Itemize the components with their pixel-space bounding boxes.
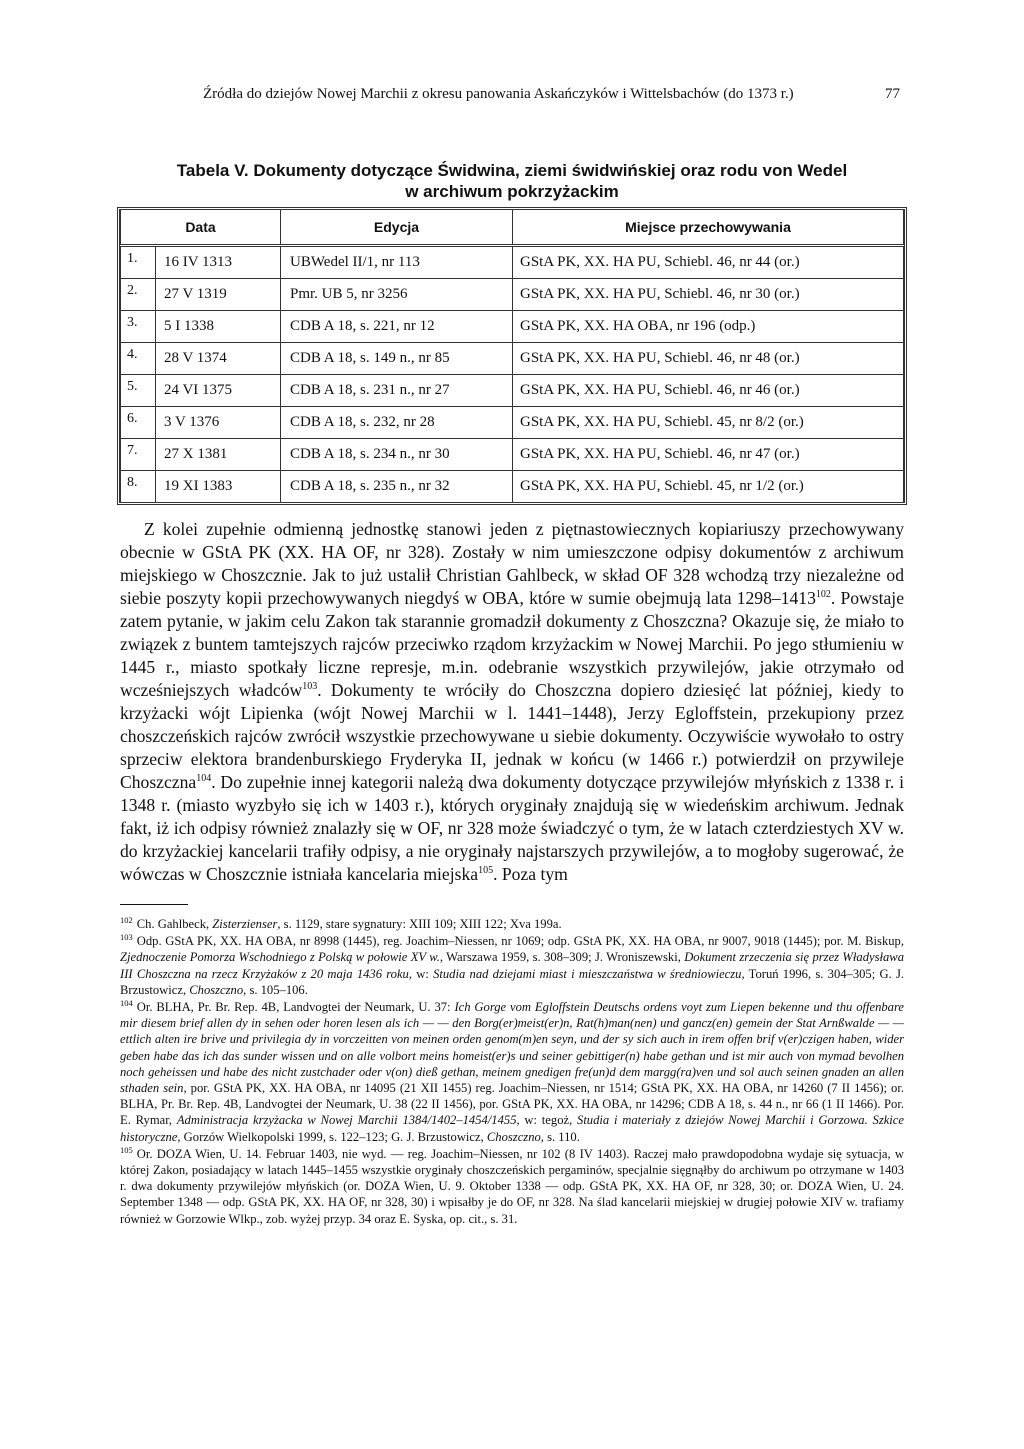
row-date: 27 X 1381: [156, 439, 281, 471]
row-edition: CDB A 18, s. 235 n., nr 32: [281, 471, 513, 503]
footnote-text: , Gorzów Wielkopolski 1999, s. 122–123; G. J. Brzustowicz,: [177, 1129, 487, 1144]
table-caption-line-1: Tabela V. Dokumenty dotyczące Świdwina, ziemi świdwińskiej oraz rodu von Wedel: [176, 161, 848, 180]
footnote-title: Dokument zrzeczenia się przez Władysława III Choszczna na rzecz Krzyżaków z 20 maja 1436 roku: [120, 950, 905, 981]
row-edition: UBWedel II/1, nr 113: [281, 246, 513, 279]
footnote-title: Choszczno: [486, 1129, 541, 1144]
running-title: Źródła do dziejów Nowej Marchii z okresu panowania Askańczyków i Wittelsbachów (do 1373 r.): [203, 86, 794, 102]
row-edition: Pmr. UB 5, nr 3256: [281, 279, 513, 311]
table-row: [121, 439, 904, 471]
row-date: 27 V 1319: [156, 279, 281, 311]
row-location: GStA PK, XX. HA PU, Schiebl. 46, nr 46 (or.): [513, 375, 904, 407]
page-number: 77: [885, 86, 900, 102]
table-row: [121, 279, 904, 311]
footnote-title: Administracja krzyżacka w Nowej Marchii 1384/1402–1454/1455: [176, 1113, 517, 1128]
footnote-separator: [120, 904, 188, 905]
footnote-102: [120, 916, 904, 932]
footnote-text: , Warszawa 1959, s. 308–309; J. Wroniszewski,: [439, 950, 685, 965]
footnote-reference[interactable]: 104: [196, 773, 212, 784]
row-edition: CDB A 18, s. 232, nr 28: [281, 407, 513, 439]
row-number: 4.: [127, 347, 138, 362]
row-number: 8.: [127, 475, 138, 490]
row-date: 3 V 1376: [156, 407, 281, 439]
footnote-text: , w: tegoż,: [516, 1113, 578, 1128]
table-row: [121, 246, 904, 279]
header-location: Miejsce przechowywania: [513, 210, 904, 246]
body-text-segment: . Powstaje zatem pytanie, w jakim celu Zakon tak starannie gromadził dokumenty z Choszczna? Okazuje się, że miało to związek z buntem tamtejszych rajców przeciwko rządom krzyżackim w Nowej Marchii. Po jego stłumieniu w 1445 r., miasto spotkały liczne represje, m.in. odebranie wszystkich przywilejów, jakie otrzymało od wcześniejszych władców: [120, 588, 904, 700]
row-number: 2.: [127, 283, 138, 298]
footnote-text: , por. GStA PK, XX. HA OBA, nr 14095 (21 XII 1455) reg. Joachim–Niessen, nr 1514; GStA PK, XX. HA OBA, nr 14260 (7 II 1456); or. BLHA, Pr. Br. Rep. 4B, Landvogtei der Neumark, U. 38 (22 II 1456), por. GStA PK, XX. HA OBA, nr 14296; CDB A 18, s. 44 n., nr 66 (1 II 1466). Por. E. Rymar,: [120, 1081, 904, 1128]
footnote-text: Or. DOZA Wien, U. 14. Februar 1403, nie wyd. — reg. Joachim–Niessen, nr 102 (8 IV 1403). Raczej mało prawdopodobna wydaje się sytuacja, w której Zakon, posiadający w latach 1445–1455 wszystkie oryginały choszczeńskich pergaminów, specjalnie sięgnąłby do archiwum po otrzymane w 1403 r. dwa dokumenty przywilejów młyńskich (or. DOZA Wien, U. 9. Oktober 1338 — odp. GStA PK, XX. HA OF, nr 328, 30; or. DOZA Wien, U. 24. September 1348 — odp. GStA PK, XX. HA OF, nr 328, 30) i wpisałby je do OF, nr 328. Na ślad kancelarii miejskiej w drugiej połowie XIV w. trafiamy również w Gorzowie Wlkp., zob. wyżej przyp. 34 oraz E. Syska, op. cit., s. 31.: [120, 1146, 904, 1226]
row-number: 3.: [127, 315, 138, 330]
header-date: Data: [121, 210, 281, 246]
footnote-number: 102: [120, 915, 133, 925]
row-location: GStA PK, XX. HA PU, Schiebl. 46, nr 48 (or.): [513, 343, 904, 375]
body-text-segment: Z kolei zupełnie odmienną jednostkę stanowi jeden z piętnastowiecznych kopiariuszy przechowywany obecnie w GStA PK (XX. HA OF, nr 328). Zostały w nim umieszczone odpisy dokumentów z archiwum miejskiego w Choszcznie. Jak to już ustalił Christian Gahlbeck, w skład OF 328 wchodzą trzy niezależne od siebie poszyty kopii przechowywanych niegdyś w OBA, które w sumie obejmują lata 1298–1413: [120, 519, 904, 608]
body-paragraph: [120, 518, 904, 886]
row-date: 16 IV 1313: [156, 246, 281, 279]
row-edition: CDB A 18, s. 234 n., nr 30: [281, 439, 513, 471]
body-text-segment: . Poza tym: [493, 864, 568, 884]
body-text-segment: . Do zupełnie innej kategorii należą dwa dokumenty dotyczące przywilejów młyńskich z 1338 r. i 1348 r. (miasto wyzbyło się ich w 1403 r.), których oryginały znajdują się w wiedeńskim archiwum. Jednak fakt, iż ich odpisy również znalazły się w OF, nr 328 może świadczyć o tym, że w latach czterdziestych XV w. do krzyżackiej kancelarii trafiły odpisy, a nie oryginały najstarszych przywilejów, a to mogłoby sugerować, że wówczas w Choszcznie istniała kancelaria miejska: [120, 772, 904, 884]
footnote-title: Studia nad dziejami miast i mieszczaństwa w średniowieczu: [433, 966, 742, 981]
row-location: GStA PK, XX. HA PU, Schiebl. 46, nr 30 (or.): [513, 279, 904, 311]
table-row: [121, 311, 904, 343]
row-location: GStA PK, XX. HA PU, Schiebl. 45, nr 8/2 (or.): [513, 407, 904, 439]
footnote-text: Odp. GStA PK, XX. HA OBA, nr 8998 (1445), reg. Joachim–Niessen, nr 1069; odp. GStA PK, XX. HA OBA, nr 9007, 9018 (1445); por. M. Biskup,: [136, 934, 904, 949]
footnote-text: , Toruń 1996, s. 304–305; G. J. Brzustowicz,: [120, 966, 904, 997]
documents-table: [120, 210, 904, 502]
row-location: GStA PK, XX. HA PU, Schiebl. 46, nr 47 (or.): [513, 439, 904, 471]
footnote-105: [120, 1146, 904, 1227]
table-caption: [120, 160, 904, 202]
footnote-quotation: Ich Gorge vom Egloffstein Deutschs ordens voyt zum Liepen bekenne und thu offenbare mir diesem brief allen dy in sehen oder horen lesen als ich — — den Borg(er)meist(er)n, Rat(h)man(nen) und gancz(en) gemein der Stat Arnßwalde — — ettlich alten ire brive und privilegia dy in vorczeitten von meinen orden genom(m)en seyn, und der sy sich auch in irem offen brif v(er)czigen haben, wider geben habe das ich das sunder wissen und on alle volbort meins homeist(er)s und seiner gebittiger(n) habe gethan und ist mir auch von mymad bevolhen noch geheissen und habe des nicht zustchader oder v(on) dieß gethan, meinem gnedigen fre(un)d dem margg(ra)ven und sol auch seinen gnaden an allen sthaden sein: [120, 1000, 905, 1096]
row-date: 28 V 1374: [156, 343, 281, 375]
row-date: 24 VI 1375: [156, 375, 281, 407]
row-location: GStA PK, XX. HA PU, Schiebl. 46, nr 44 (or.): [513, 246, 904, 279]
footnote-title: Choszczno: [189, 982, 244, 997]
footnote-reference[interactable]: 102: [815, 589, 831, 600]
footnote-title: Zisterzienser: [212, 917, 278, 931]
row-date: 19 XI 1383: [156, 471, 281, 503]
table-row: [121, 375, 904, 407]
footnotes: [120, 916, 904, 1228]
row-number: 7.: [127, 443, 138, 458]
table-header-row: [121, 210, 904, 246]
row-number: 6.: [127, 411, 138, 426]
footnote-text: , s. 105–106.: [243, 982, 308, 997]
row-number: 5.: [127, 379, 138, 394]
footnote-number: 104: [120, 998, 133, 1009]
footnote-103: [120, 933, 904, 998]
row-edition: CDB A 18, s. 221, nr 12: [281, 311, 513, 343]
footnote-number: 103: [120, 932, 133, 943]
row-date: 5 I 1338: [156, 311, 281, 343]
footnote-text: , s. 1129, stare sygnatury: XIII 109; XIII 122; Xva 199a.: [277, 917, 562, 931]
footnote-text: , w:: [408, 966, 434, 981]
row-edition: CDB A 18, s. 231 n., nr 27: [281, 375, 513, 407]
footnote-reference[interactable]: 103: [302, 681, 318, 692]
row-number: 1.: [127, 251, 138, 266]
footnote-text: Or. BLHA, Pr. Br. Rep. 4B, Landvogtei der Neumark, U. 37:: [136, 1000, 455, 1015]
table-row: [121, 343, 904, 375]
footnote-reference[interactable]: 105: [478, 865, 494, 876]
table-caption-line-2: w archiwum pokrzyżackim: [405, 182, 619, 201]
footnote-104: [120, 999, 904, 1145]
footnote-number: 105: [120, 1144, 133, 1155]
header-edition: Edycja: [281, 210, 513, 246]
footnote-text: , s. 110.: [540, 1129, 580, 1144]
footnote-text: Ch. Gahlbeck,: [136, 917, 213, 931]
body-text-segment: . Dokumenty te wróciły do Choszczna dopiero dziesięć lat później, kiedy to krzyżacki wójt Lipienka (wójt Nowej Marchii w l. 1441–1448), Jerzy Egloffstein, przekupiony przez choszczeńskich rajców zwrócił wszystkie przechowywane u siebie dokumenty. Oczywiście wywołało to ostry sprzeciw elektora brandenburskiego Fryderyka II, jednak w końcu (w 1466 r.) potwierdził on przywileje Choszczna: [120, 680, 904, 792]
row-location: GStA PK, XX. HA OBA, nr 196 (odp.): [513, 311, 904, 343]
row-edition: CDB A 18, s. 149 n., nr 85: [281, 343, 513, 375]
footnote-title: Zjednoczenie Pomorza Wschodniego z Polską w połowie XV w.: [120, 950, 440, 965]
table-row: [121, 471, 904, 503]
row-location: GStA PK, XX. HA PU, Schiebl. 45, nr 1/2 (or.): [513, 471, 904, 503]
table-row: [121, 407, 904, 439]
footnote-title: Studia i materiały z dziejów Nowej Marchii i Gorzowa. Szkice historyczne: [120, 1113, 904, 1144]
